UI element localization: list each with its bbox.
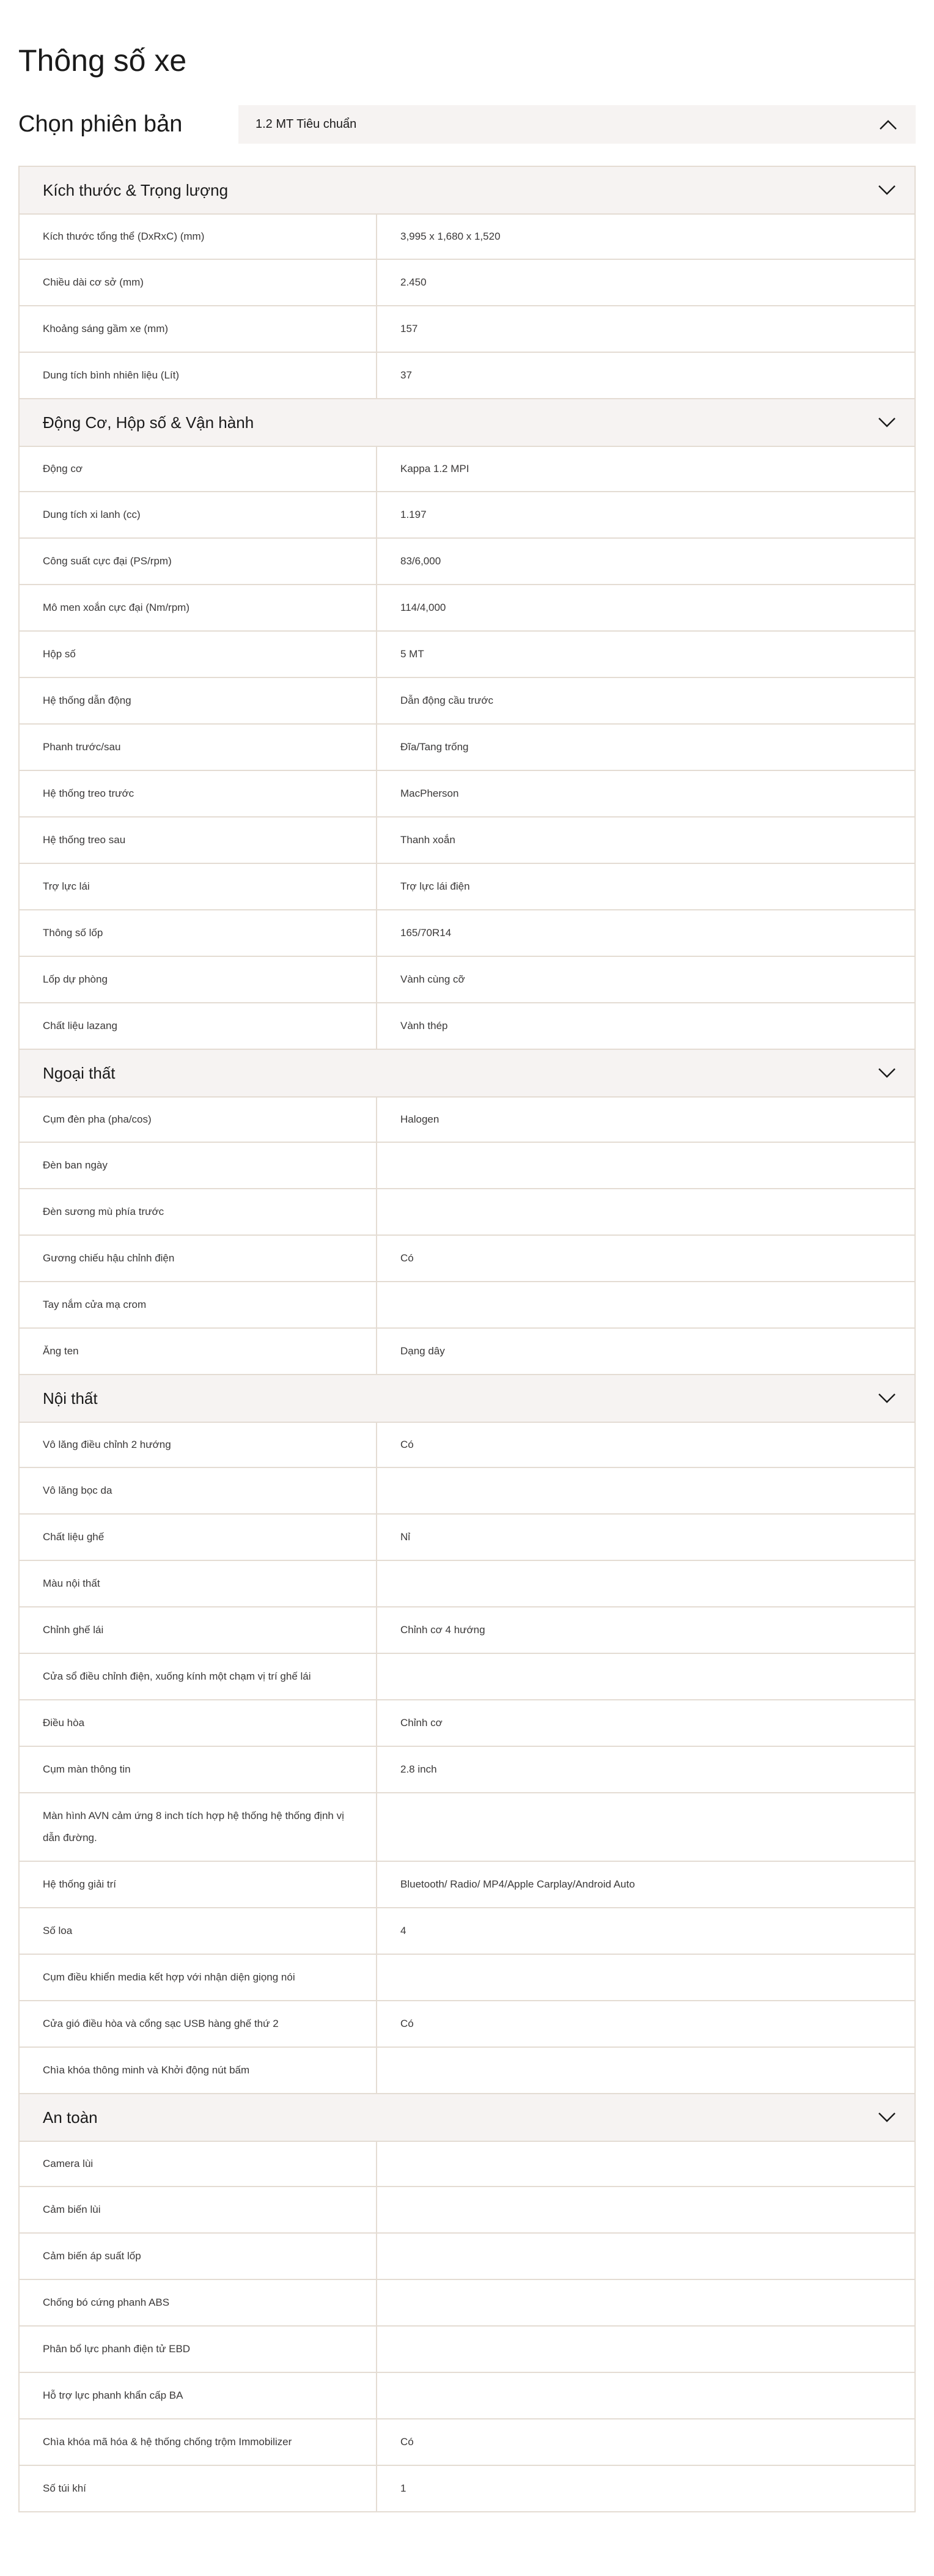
spec-row	[20, 1003, 914, 1050]
spec-value: Thanh xoắn	[400, 834, 455, 846]
spec-row	[20, 2234, 914, 2280]
spec-label: Hỗ trợ lực phanh khẩn cấp BA	[20, 2373, 377, 2418]
version-selector-row	[18, 105, 916, 144]
spec-value: Đĩa/Tang trống	[400, 741, 469, 753]
spec-value	[377, 2327, 914, 2372]
spec-label: Vô lăng bọc da	[20, 1468, 377, 1513]
spec-row	[20, 539, 914, 585]
spec-value: 157	[400, 323, 418, 334]
section-header[interactable]	[20, 1375, 914, 1422]
spec-value: Dạng dây	[400, 1345, 445, 1357]
spec-value: Có	[400, 2018, 414, 2029]
section-header[interactable]	[20, 399, 914, 446]
spec-value: Bluetooth/ Radio/ MP4/Apple Carplay/Android Auto	[400, 1878, 635, 1890]
spec-row	[20, 1955, 914, 2001]
spec-label: Phân bổ lực phanh điện tử EBD	[20, 2327, 377, 2372]
spec-row	[20, 1862, 914, 1908]
spec-label: Trợ lực lái	[20, 864, 377, 909]
section-title: Kích thước & Trọng lượng	[43, 180, 229, 199]
spec-label: Đèn ban ngày	[20, 1143, 377, 1188]
spec-value	[377, 2048, 914, 2093]
section-title: Nội thất	[43, 1389, 98, 1408]
spec-row	[20, 725, 914, 771]
section-title: Động Cơ, Hộp số & Vận hành	[43, 413, 254, 432]
spec-row	[20, 1236, 914, 1282]
spec-label: Chất liệu ghế	[20, 1515, 377, 1560]
spec-value: 4	[400, 1925, 406, 1936]
spec-value: Chỉnh cơ 4 hướng	[400, 1624, 485, 1636]
spec-row	[20, 492, 914, 539]
spec-value: 1	[400, 2482, 406, 2494]
spec-value	[377, 2142, 914, 2186]
spec-row	[20, 2048, 914, 2094]
spec-label: Cảm biến áp suất lốp	[20, 2234, 377, 2279]
spec-row	[20, 1468, 914, 1515]
spec-label: Tay nắm cửa mạ crom	[20, 1282, 377, 1327]
version-dropdown[interactable]	[238, 105, 916, 144]
spec-row	[20, 1908, 914, 1955]
spec-label: Màn hình AVN cảm ứng 8 inch tích hợp hệ thống hệ thống định vị dẫn đường.	[20, 1793, 377, 1861]
spec-row	[20, 2419, 914, 2466]
spec-row	[20, 632, 914, 678]
spec-label: Lốp dự phòng	[20, 957, 377, 1002]
version-label: Chọn phiên bản	[18, 111, 183, 137]
spec-value	[377, 2187, 914, 2232]
spec-value	[377, 1654, 914, 1699]
spec-row	[20, 2373, 914, 2419]
spec-row	[20, 2001, 914, 2048]
spec-label: Phanh trước/sau	[20, 725, 377, 770]
spec-label: Camera lùi	[20, 2142, 377, 2186]
spec-row	[20, 1561, 914, 1607]
spec-row	[20, 1747, 914, 1793]
spec-row	[20, 957, 914, 1003]
spec-value	[377, 2280, 914, 2325]
spec-label: Cụm màn thông tin	[20, 1747, 377, 1792]
spec-value	[377, 1468, 914, 1513]
spec-label: Gương chiếu hậu chỉnh điện	[20, 1236, 377, 1281]
spec-label: Số túi khí	[20, 2466, 377, 2511]
spec-row	[20, 2141, 914, 2187]
spec-value: Dẫn động cầu trước	[400, 695, 493, 706]
spec-value: Nỉ	[400, 1531, 411, 1543]
page-title: Thông số xe	[18, 43, 187, 78]
spec-row	[20, 1189, 914, 1236]
spec-label: Dung tích xi lanh (cc)	[20, 492, 377, 537]
chevron-down-icon	[878, 2112, 896, 2123]
spec-row	[20, 1515, 914, 1561]
spec-label: Chiều dài cơ sở (mm)	[20, 260, 377, 305]
spec-label: Ăng ten	[20, 1329, 377, 1374]
spec-row	[20, 446, 914, 492]
chevron-down-icon	[878, 185, 896, 196]
spec-label: Hệ thống dẫn động	[20, 678, 377, 723]
spec-label: Dung tích bình nhiên liệu (Lít)	[20, 353, 377, 398]
spec-label: Thông số lốp	[20, 910, 377, 956]
spec-row	[20, 1422, 914, 1468]
spec-value	[377, 2373, 914, 2418]
spec-value: 1.197	[400, 509, 427, 520]
spec-row	[20, 1096, 914, 1143]
spec-row	[20, 2280, 914, 2327]
spec-table	[18, 166, 916, 2512]
spec-value: 3,995 x 1,680 x 1,520	[400, 231, 501, 242]
spec-label: Màu nội thất	[20, 1561, 377, 1606]
spec-row	[20, 306, 914, 353]
spec-value: 165/70R14	[400, 927, 452, 939]
spec-label: Công suất cực đại (PS/rpm)	[20, 539, 377, 584]
spec-label: Khoảng sáng gầm xe (mm)	[20, 306, 377, 352]
spec-label: Cảm biến lùi	[20, 2187, 377, 2232]
spec-value: Kappa 1.2 MPI	[400, 463, 469, 474]
spec-label: Hệ thống treo trước	[20, 771, 377, 816]
spec-value: Halogen	[400, 1113, 439, 1125]
spec-label: Hệ thống giải trí	[20, 1862, 377, 1907]
spec-label: Vô lăng điều chỉnh 2 hướng	[20, 1423, 377, 1467]
spec-value: Chỉnh cơ	[400, 1717, 443, 1729]
spec-row	[20, 1654, 914, 1700]
spec-row	[20, 910, 914, 957]
spec-label: Động cơ	[20, 447, 377, 491]
spec-value: Có	[400, 2436, 414, 2448]
spec-value: 114/4,000	[400, 602, 446, 613]
spec-label: Cụm điều khiển media kết hợp với nhận diện giọng nói	[20, 1955, 377, 2000]
spec-value: MacPherson	[400, 788, 459, 799]
spec-value: Vành thép	[400, 1020, 448, 1032]
section-header[interactable]	[20, 2094, 914, 2141]
spec-row	[20, 2187, 914, 2234]
spec-label: Đèn sương mù phía trước	[20, 1189, 377, 1234]
spec-value: 2.450	[400, 276, 427, 288]
section-header[interactable]	[20, 167, 914, 213]
chevron-up-icon	[879, 119, 897, 130]
spec-row	[20, 2466, 914, 2512]
spec-label: Mô men xoắn cực đại (Nm/rpm)	[20, 585, 377, 630]
spec-value	[377, 1189, 914, 1234]
section-header[interactable]	[20, 1050, 914, 1096]
spec-value	[377, 1143, 914, 1188]
spec-label: Hệ thống treo sau	[20, 817, 377, 863]
spec-label: Hộp số	[20, 632, 377, 677]
spec-value: Vành cùng cỡ	[400, 973, 465, 985]
spec-label: Chìa khóa mã hóa & hệ thống chống trộm Immobilizer	[20, 2419, 377, 2465]
chevron-down-icon	[878, 417, 896, 428]
spec-label: Điều hòa	[20, 1700, 377, 1746]
spec-row	[20, 864, 914, 910]
spec-row	[20, 260, 914, 306]
spec-row	[20, 2327, 914, 2373]
chevron-down-icon	[878, 1068, 896, 1079]
spec-value: 5 MT	[400, 648, 424, 660]
spec-value: Trợ lực lái điện	[400, 880, 470, 892]
spec-value: 83/6,000	[400, 555, 441, 567]
chevron-down-icon	[878, 1393, 896, 1404]
spec-label: Cửa gió điều hòa và cổng sạc USB hàng ghế thứ 2	[20, 2001, 377, 2046]
spec-value: 2.8 inch	[400, 1763, 437, 1775]
spec-row	[20, 678, 914, 725]
spec-row	[20, 1607, 914, 1654]
spec-label: Chìa khóa thông minh và Khởi động nút bấm	[20, 2048, 377, 2093]
spec-label: Cụm đèn pha (pha/cos)	[20, 1098, 377, 1142]
spec-label: Chất liệu lazang	[20, 1003, 377, 1049]
section-title: Ngoại thất	[43, 1063, 116, 1082]
spec-label: Chống bó cứng phanh ABS	[20, 2280, 377, 2325]
spec-value: Có	[400, 1252, 414, 1264]
spec-row	[20, 817, 914, 864]
spec-row	[20, 1143, 914, 1189]
spec-row	[20, 1793, 914, 1862]
spec-value	[377, 1561, 914, 1606]
spec-value: Có	[400, 1439, 414, 1450]
spec-value	[377, 1282, 914, 1327]
version-selected-value: 1.2 MT Tiêu chuẩn	[256, 117, 357, 131]
spec-row	[20, 213, 914, 260]
spec-row	[20, 585, 914, 632]
spec-label: Cửa sổ điều chỉnh điện, xuống kính một chạm vị trí ghế lái	[20, 1654, 377, 1699]
spec-value: 37	[400, 369, 412, 381]
spec-value	[377, 1793, 914, 1861]
spec-row	[20, 1700, 914, 1747]
spec-value	[377, 2234, 914, 2279]
spec-row	[20, 1282, 914, 1329]
spec-row	[20, 1329, 914, 1375]
section-title: An toàn	[43, 2108, 98, 2127]
spec-label: Số loa	[20, 1908, 377, 1954]
spec-value	[377, 1955, 914, 2000]
spec-row	[20, 771, 914, 817]
spec-label: Kích thước tổng thể (DxRxC) (mm)	[20, 215, 377, 259]
spec-label: Chỉnh ghế lái	[20, 1607, 377, 1653]
spec-row	[20, 353, 914, 399]
